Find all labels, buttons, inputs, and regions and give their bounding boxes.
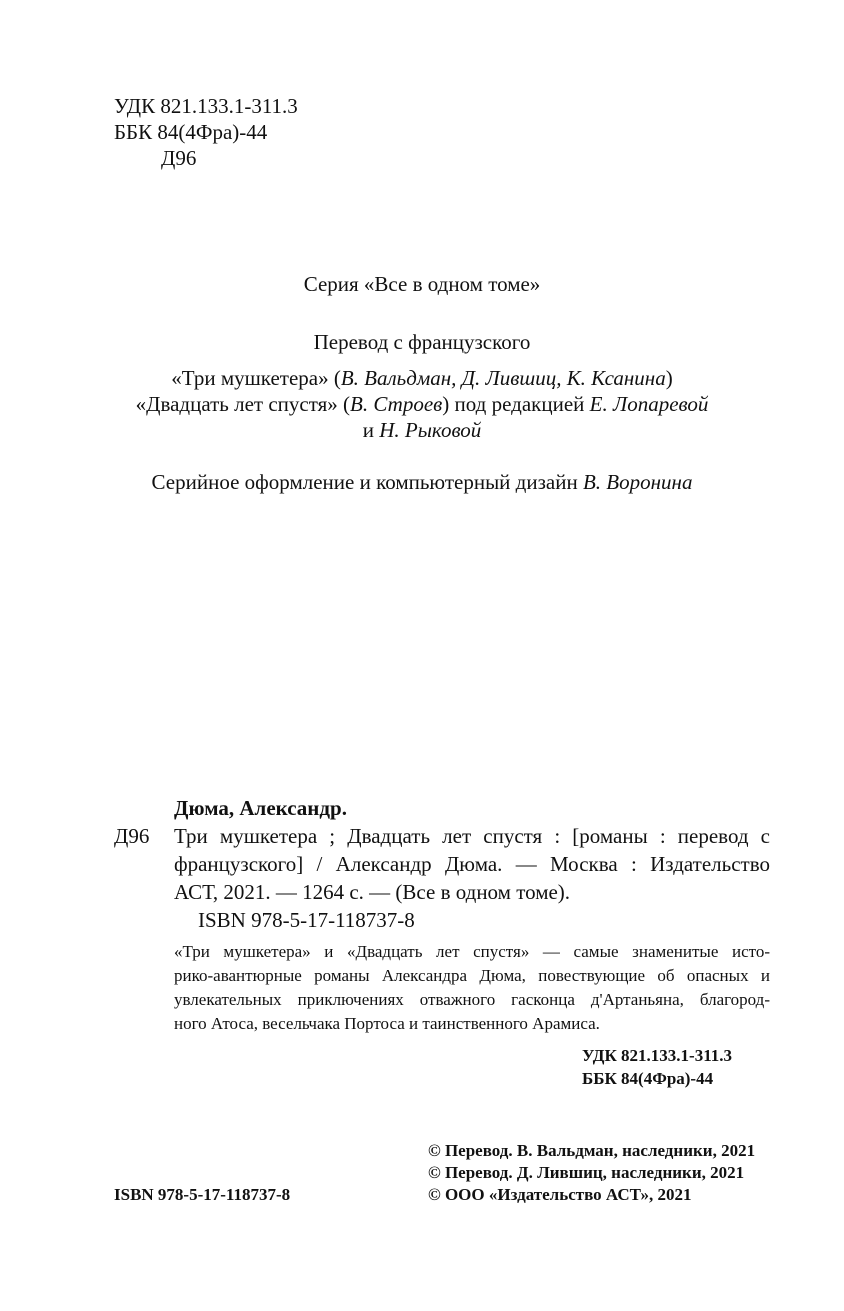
header-author-mark: Д96 [161,146,197,170]
catalog-author: Дюма, Александр. [174,796,347,820]
translation-line-2-middle: ) под редакцией [442,392,590,416]
translation-line-2-translators: В. Строев [350,392,443,416]
translation-line-3 [0,416,844,444]
header-udk: УДК 821.133.1-311.3 [114,94,298,118]
catalog-mark: Д96 [114,824,150,848]
copyright-3: © ООО «Издательство АСТ», 2021 [428,1185,692,1204]
footer-isbn: ISBN 978-5-17-118737-8 [114,1185,291,1204]
catalog-description [174,822,770,906]
annotation-line-2: рико-авантюрные романы Александра Дюма, повествующие об опасных и [174,966,770,985]
translation-line-3-and: и [362,418,380,442]
translation-heading: Перевод с французского [313,330,531,354]
catalog-isbn: ISBN 978-5-17-118737-8 [198,908,415,932]
annotation-line-4: ного Атоса, весельчака Портоса и таинственного Арамиса. [174,1014,600,1033]
catalog-annotation [174,940,770,1036]
header-bbk: ББК 84(4Фра)-44 [114,120,268,144]
design-credit [0,468,844,496]
translation-line-1 [0,364,844,392]
translation-line-1-translators: В. Вальдман, Д. Лившиц, К. Ксанина [340,366,666,390]
design-credit-designer: В. Воронина [582,470,693,494]
translation-line-1-close: ) [665,366,673,390]
copyright-1: © Перевод. В. Вальдман, наследники, 2021 [428,1141,756,1160]
catalog-line-1: Три мушкетера ; Двадцать лет спустя : [романы : перевод с [174,824,770,848]
translation-line-2-title: «Двадцать лет спустя» ( [135,392,351,416]
copyright-2: © Перевод. Д. Лившиц, наследники, 2021 [428,1163,745,1182]
design-credit-text: Серийное оформление и компьютерный дизайн [151,470,583,494]
catalog-bbk: ББК 84(4Фра)-44 [582,1069,714,1088]
catalog-line-2: французского] / Александр Дюма. — Москва : Издательство [174,852,770,876]
annotation-line-3: увлекательных приключениях отважного гасконца д'Артаньяна, благород- [174,990,770,1009]
series-line: Серия «Все в одном томе» [303,272,541,296]
annotation-line-1: «Три мушкетера» и «Двадцать лет спустя» — самые знаменитые исто- [174,942,770,961]
translation-line-3-editor: Н. Рыковой [379,418,482,442]
catalog-udk: УДК 821.133.1-311.3 [582,1046,733,1065]
translation-line-2 [0,390,844,418]
translation-line-1-title: «Три мушкетера» ( [171,366,341,390]
translation-line-2-editor: Е. Лопаревой [589,392,709,416]
catalog-line-3: АСТ, 2021. — 1264 с. — (Все в одном томе). [174,880,571,904]
